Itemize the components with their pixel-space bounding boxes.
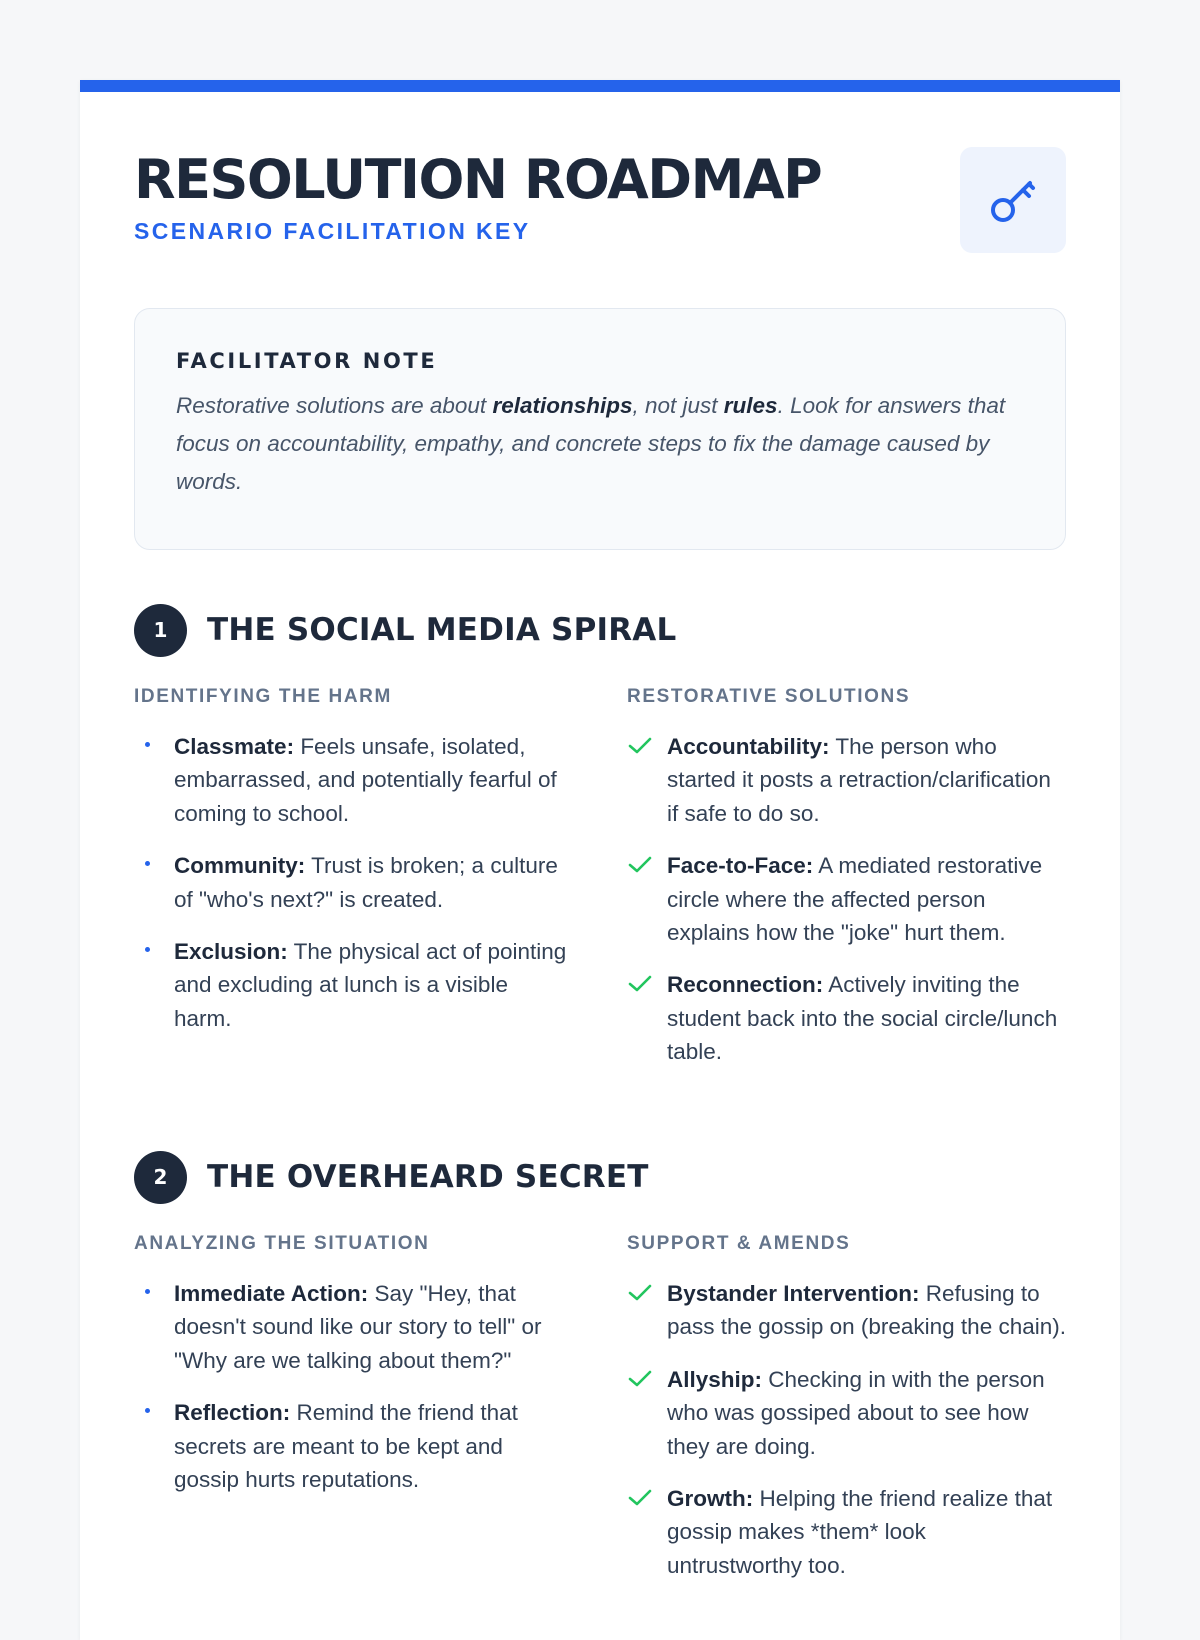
- column-heading: ANALYZING THE SITUATION: [134, 1233, 430, 1254]
- note-text-part: , not just: [632, 393, 724, 418]
- card-content: [134, 92, 1066, 1578]
- checkmark-icon: [627, 1488, 653, 1508]
- item-text: Helping the friend realize that gossip makes *them* look untrustworthy too.: [667, 1486, 1053, 1578]
- item-text: Trust is broken; a culture of "who's next?" is created.: [174, 853, 558, 912]
- list-item: [627, 1277, 1067, 1344]
- bullet-dot-icon: [145, 1408, 150, 1413]
- list-item: [627, 849, 1067, 949]
- note-text-part: . Look for answers that focus on accountability, empathy, and concrete steps to fix the damage caused by words.: [176, 393, 1006, 494]
- section-social-media-spiral: [134, 604, 1066, 1084]
- item-label: Accountability:: [667, 734, 830, 759]
- harm-list: [134, 730, 570, 1035]
- column-heading: RESTORATIVE SOLUTIONS: [627, 686, 911, 707]
- section-header: [134, 604, 1066, 656]
- bullet-dot-icon: [145, 861, 150, 866]
- item-label: Reconnection:: [667, 972, 824, 998]
- item-label: Exclusion:: [174, 939, 288, 965]
- item-label: Community:: [174, 853, 306, 879]
- item-text: Feels unsafe, isolated, embarrassed, and potentially fearful of coming to school.: [174, 734, 557, 826]
- support-column: [627, 1233, 1067, 1601]
- section-overheard-secret: [134, 1151, 1066, 1591]
- list-item: [134, 849, 570, 916]
- solutions-list: [627, 730, 1067, 1069]
- item-label: Growth:: [667, 1486, 754, 1512]
- analysis-column: [134, 1233, 570, 1515]
- page-subtitle: SCENARIO FACILITATION KEY: [134, 218, 531, 244]
- list-item: [627, 730, 1067, 830]
- facilitator-note: [134, 308, 1066, 550]
- item-label: Allyship:: [667, 1366, 763, 1392]
- checkmark-icon: [627, 1283, 653, 1303]
- item-text: A mediated restorative circle where the affected person explains how the "joke" hurt them.: [667, 853, 1043, 946]
- bullet-dot-icon: [145, 947, 150, 952]
- page-title: RESOLUTION ROADMAP: [134, 148, 822, 211]
- item-label: Face-to-Face:: [667, 853, 814, 879]
- item-text: Say "Hey, that doesn't sound like our story to tell" or "Why are we talking about them?": [174, 1281, 542, 1373]
- analysis-list: [134, 1277, 570, 1496]
- list-item: [134, 1396, 570, 1496]
- item-label: Bystander Intervention:: [667, 1281, 920, 1306]
- bullet-dot-icon: [145, 1289, 150, 1294]
- column-heading: IDENTIFYING THE HARM: [134, 686, 392, 707]
- section-header: [134, 1151, 1066, 1203]
- key-icon-box: [960, 147, 1066, 253]
- list-item: [627, 1363, 1067, 1463]
- item-text: The person who started it posts a retraction/clarification if safe to do so.: [667, 734, 1051, 826]
- header: [134, 92, 1066, 302]
- checkmark-icon: [627, 1369, 653, 1389]
- item-label: Immediate Action:: [174, 1281, 369, 1306]
- harm-column: [134, 686, 570, 1054]
- support-list: [627, 1277, 1067, 1582]
- item-text: Actively inviting the student back into the social circle/lunch table.: [667, 972, 1058, 1065]
- checkmark-icon: [627, 736, 653, 756]
- item-text: The physical act of pointing and excluding at lunch is a visible harm.: [174, 939, 567, 1031]
- note-text-part: Restorative solutions are about: [176, 393, 493, 418]
- item-text: Checking in with the person who was gossiped about to see how they are doing.: [667, 1366, 1045, 1459]
- column-heading: SUPPORT & AMENDS: [627, 1233, 851, 1254]
- item-text: Refusing to pass the gossip on (breaking the chain).: [667, 1281, 1066, 1340]
- section-number-badge: 2: [134, 1151, 187, 1204]
- list-item: [627, 1482, 1067, 1582]
- item-label: Classmate:: [174, 734, 295, 759]
- checkmark-icon: [627, 974, 653, 994]
- note-text: [176, 387, 1025, 501]
- key-icon: [985, 172, 1041, 228]
- section-title: THE OVERHEARD SECRET: [207, 1159, 649, 1195]
- note-title: FACILITATOR NOTE: [176, 349, 438, 373]
- list-item: [627, 968, 1067, 1068]
- roadmap-card: [80, 80, 1120, 1640]
- section-title: THE SOCIAL MEDIA SPIRAL: [207, 612, 677, 648]
- list-item: [134, 935, 570, 1035]
- list-item: [134, 1277, 570, 1377]
- checkmark-icon: [627, 855, 653, 875]
- bullet-dot-icon: [145, 742, 150, 747]
- note-bold-relationships: relationships: [492, 393, 633, 418]
- solutions-column: [627, 686, 1067, 1088]
- item-text: Remind the friend that secrets are meant to be kept and gossip hurts reputations.: [174, 1400, 518, 1493]
- note-bold-rules: rules: [723, 393, 778, 418]
- item-label: Reflection:: [174, 1400, 291, 1426]
- list-item: [134, 730, 570, 830]
- section-number-badge: 1: [134, 604, 187, 657]
